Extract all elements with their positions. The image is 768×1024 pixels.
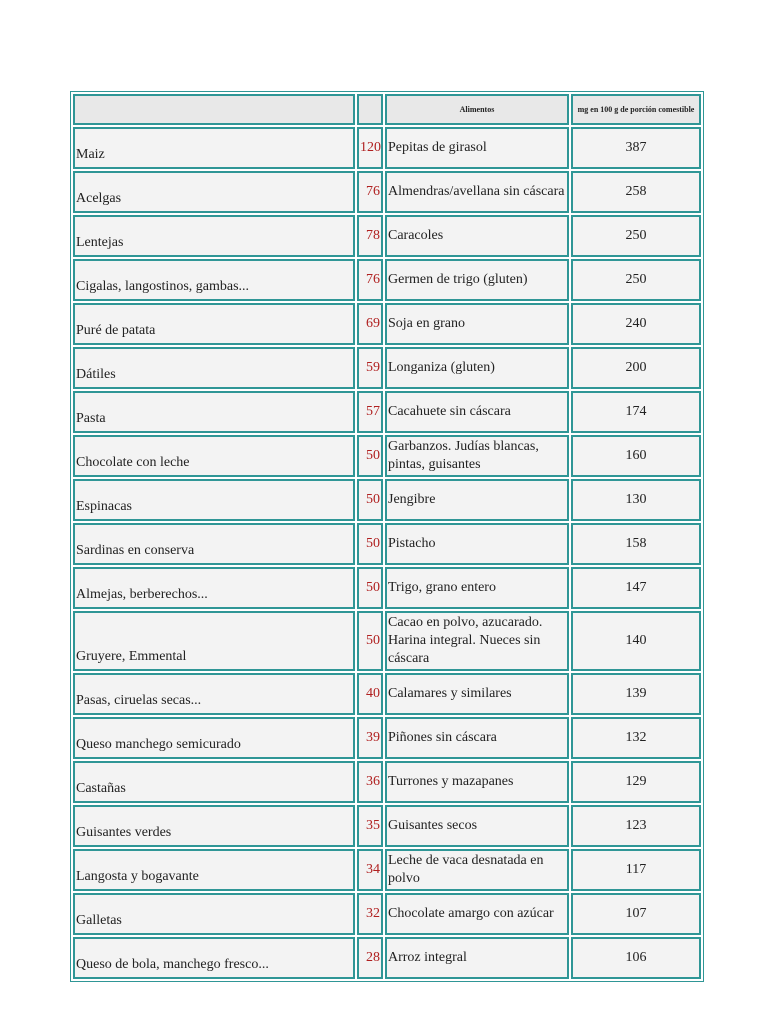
food-value-cell: 40 — [357, 673, 383, 715]
foods-table — [70, 91, 704, 982]
table-row — [73, 215, 701, 257]
header-cell-mg: mg en 100 g de porción comestible — [571, 94, 701, 125]
food-name-cell: Chocolate con leche — [73, 435, 355, 477]
alimento-name-cell: Pistacho — [385, 523, 569, 565]
mg-value-cell: 106 — [571, 937, 701, 979]
alimento-name-cell: Germen de trigo (gluten) — [385, 259, 569, 301]
food-name-cell: Almejas, berberechos... — [73, 567, 355, 609]
alimento-name-cell: Cacao en polvo, azucarado. Harina integral. Nueces sin cáscara — [385, 611, 569, 671]
food-value-cell: 76 — [357, 171, 383, 213]
table-row — [73, 479, 701, 521]
alimento-name-cell: Arroz integral — [385, 937, 569, 979]
food-name-cell: Espinacas — [73, 479, 355, 521]
table-row — [73, 805, 701, 847]
mg-value-cell: 123 — [571, 805, 701, 847]
food-name-cell: Sardinas en conserva — [73, 523, 355, 565]
food-name-cell: Dátiles — [73, 347, 355, 389]
mg-value-cell: 250 — [571, 259, 701, 301]
food-name-cell: Castañas — [73, 761, 355, 803]
food-value-cell: 59 — [357, 347, 383, 389]
mg-value-cell: 107 — [571, 893, 701, 935]
mg-value-cell: 160 — [571, 435, 701, 477]
table-body — [73, 94, 701, 979]
table-row — [73, 391, 701, 433]
food-value-cell: 35 — [357, 805, 383, 847]
table-row — [73, 567, 701, 609]
food-value-cell: 50 — [357, 611, 383, 671]
alimento-name-cell: Guisantes secos — [385, 805, 569, 847]
mg-value-cell: 132 — [571, 717, 701, 759]
alimento-name-cell: Soja en grano — [385, 303, 569, 345]
mg-value-cell: 130 — [571, 479, 701, 521]
food-name-cell: Pasta — [73, 391, 355, 433]
table-row — [73, 717, 701, 759]
alimento-name-cell: Caracoles — [385, 215, 569, 257]
food-value-cell: 57 — [357, 391, 383, 433]
mg-value-cell: 139 — [571, 673, 701, 715]
alimento-name-cell: Almendras/avellana sin cáscara — [385, 171, 569, 213]
mg-value-cell: 240 — [571, 303, 701, 345]
food-name-cell: Pasas, ciruelas secas... — [73, 673, 355, 715]
food-value-cell: 50 — [357, 523, 383, 565]
alimento-name-cell: Garbanzos. Judías blancas, pintas, guisantes — [385, 435, 569, 477]
food-value-cell: 50 — [357, 567, 383, 609]
food-value-cell: 78 — [357, 215, 383, 257]
table-row — [73, 347, 701, 389]
food-name-cell: Galletas — [73, 893, 355, 935]
food-name-cell: Maiz — [73, 127, 355, 169]
alimento-name-cell: Calamares y similares — [385, 673, 569, 715]
table-row — [73, 523, 701, 565]
mg-value-cell: 129 — [571, 761, 701, 803]
mg-value-cell: 158 — [571, 523, 701, 565]
mg-value-cell: 200 — [571, 347, 701, 389]
mg-value-cell: 117 — [571, 849, 701, 891]
food-value-cell: 50 — [357, 435, 383, 477]
table-header-row — [73, 94, 701, 125]
table-row — [73, 303, 701, 345]
table-row — [73, 171, 701, 213]
mg-value-cell: 250 — [571, 215, 701, 257]
alimento-name-cell: Chocolate amargo con azúcar — [385, 893, 569, 935]
alimento-name-cell: Trigo, grano entero — [385, 567, 569, 609]
header-cell-alimentos: Alimentos — [385, 94, 569, 125]
mg-value-cell: 258 — [571, 171, 701, 213]
table-row — [73, 673, 701, 715]
alimento-name-cell: Cacahuete sin cáscara — [385, 391, 569, 433]
mg-value-cell: 387 — [571, 127, 701, 169]
table-row — [73, 435, 701, 477]
food-name-cell: Gruyere, Emmental — [73, 611, 355, 671]
mg-value-cell: 140 — [571, 611, 701, 671]
alimento-name-cell: Jengibre — [385, 479, 569, 521]
alimento-name-cell: Turrones y mazapanes — [385, 761, 569, 803]
food-name-cell: Guisantes verdes — [73, 805, 355, 847]
food-name-cell: Langosta y bogavante — [73, 849, 355, 891]
table-row — [73, 127, 701, 169]
food-value-cell: 120 — [357, 127, 383, 169]
food-name-cell: Puré de patata — [73, 303, 355, 345]
food-name-cell: Acelgas — [73, 171, 355, 213]
food-value-cell: 76 — [357, 259, 383, 301]
header-cell-food — [73, 94, 355, 125]
food-value-cell: 69 — [357, 303, 383, 345]
table-row — [73, 761, 701, 803]
table-row — [73, 849, 701, 891]
mg-value-cell: 174 — [571, 391, 701, 433]
food-value-cell: 32 — [357, 893, 383, 935]
alimento-name-cell: Pepitas de girasol — [385, 127, 569, 169]
food-value-cell: 36 — [357, 761, 383, 803]
food-name-cell: Lentejas — [73, 215, 355, 257]
mg-value-cell: 147 — [571, 567, 701, 609]
table-row — [73, 893, 701, 935]
food-value-cell: 39 — [357, 717, 383, 759]
food-value-cell: 50 — [357, 479, 383, 521]
food-value-cell: 28 — [357, 937, 383, 979]
food-value-cell: 34 — [357, 849, 383, 891]
food-name-cell: Queso de bola, manchego fresco... — [73, 937, 355, 979]
alimento-name-cell: Piñones sin cáscara — [385, 717, 569, 759]
food-name-cell: Queso manchego semicurado — [73, 717, 355, 759]
alimento-name-cell: Longaniza (gluten) — [385, 347, 569, 389]
table-row — [73, 259, 701, 301]
table-row — [73, 611, 701, 671]
food-name-cell: Cigalas, langostinos, gambas... — [73, 259, 355, 301]
alimento-name-cell: Leche de vaca desnatada en polvo — [385, 849, 569, 891]
header-cell-value — [357, 94, 383, 125]
table-row — [73, 937, 701, 979]
